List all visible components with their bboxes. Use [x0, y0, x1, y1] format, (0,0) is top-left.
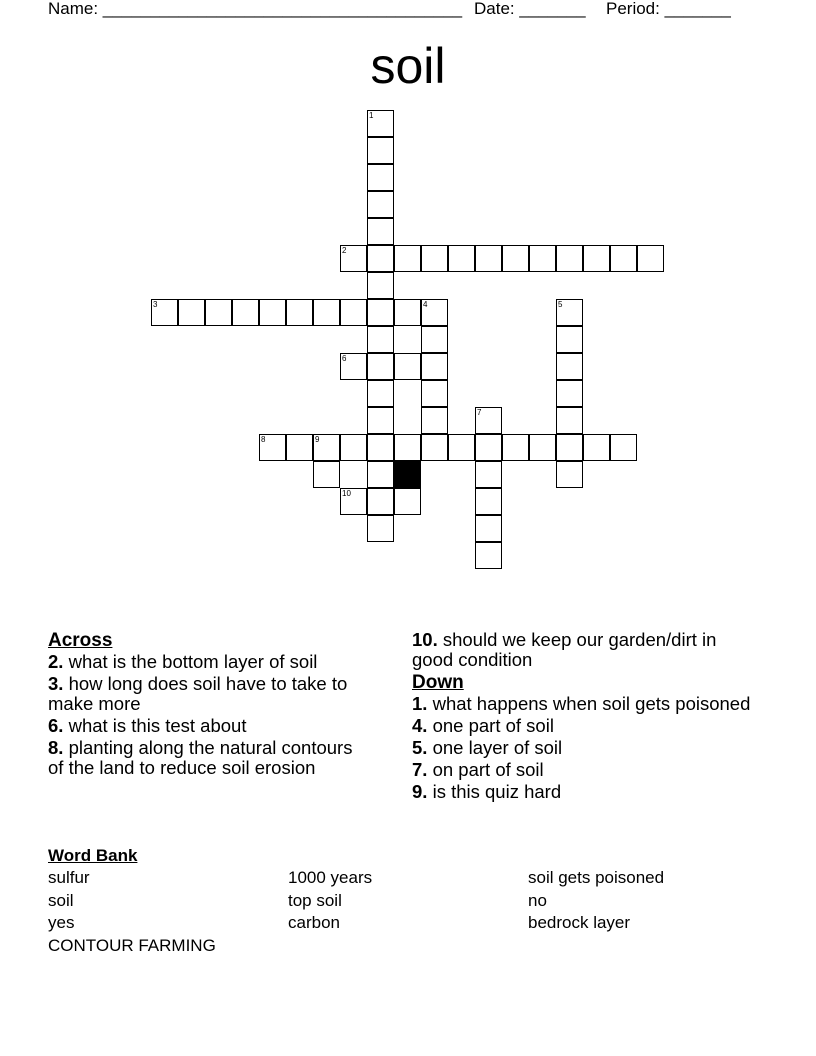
crossword-black-cell [394, 461, 421, 488]
clue-down-9: 9. is this quiz hard [412, 781, 562, 802]
clue-number: 4 [423, 300, 428, 309]
clue-down-1: 1. what happens when soil gets poisoned [412, 693, 751, 714]
crossword-cell[interactable] [394, 434, 421, 461]
word-bank-item: 1000 years [288, 868, 373, 887]
crossword-cell[interactable] [340, 488, 367, 515]
clue-across-6: 6. what is this test about [48, 715, 247, 736]
page-title: soil [370, 38, 446, 94]
crossword-cell[interactable] [394, 488, 421, 515]
clue-number: 10 [342, 489, 351, 498]
clue-across-8: 8. planting along the natural contours of the land to reduce soil erosion [48, 737, 353, 778]
clue-down-4: 4. one part of soil [412, 715, 554, 736]
crossword-cell[interactable] [367, 164, 394, 191]
crossword-cell[interactable] [421, 353, 448, 380]
crossword-cell[interactable] [556, 326, 583, 353]
crossword-cell[interactable] [556, 407, 583, 434]
crossword-cell[interactable] [448, 434, 475, 461]
clue-number: 6 [342, 354, 347, 363]
clue-across-10: 10. should we keep our garden/dirt in good condition [412, 629, 717, 670]
clue-number: 7 [477, 408, 482, 417]
word-bank-item: bedrock layer [528, 913, 631, 932]
crossword-cell[interactable] [313, 434, 340, 461]
crossword-cell[interactable] [205, 299, 232, 326]
crossword-cell[interactable] [367, 326, 394, 353]
crossword-cell[interactable] [421, 326, 448, 353]
crossword-cell[interactable] [151, 299, 178, 326]
crossword-cell[interactable] [286, 299, 313, 326]
crossword-cell[interactable] [367, 191, 394, 218]
crossword-cell[interactable] [556, 380, 583, 407]
crossword-cell[interactable] [367, 299, 394, 326]
crossword-cell[interactable] [475, 407, 502, 434]
word-bank-item: soil gets poisoned [528, 868, 665, 887]
crossword-cell[interactable] [367, 137, 394, 164]
crossword-cell[interactable] [340, 245, 367, 272]
across-clues [48, 630, 368, 780]
crossword-cell[interactable] [502, 434, 529, 461]
word-bank-item: no [528, 890, 547, 910]
clue-number: 9 [315, 435, 320, 444]
crossword-cell[interactable] [475, 542, 502, 569]
crossword-cell[interactable] [340, 434, 367, 461]
crossword-cell[interactable] [340, 353, 367, 380]
crossword-cell[interactable] [610, 245, 637, 272]
crossword-cell[interactable] [529, 245, 556, 272]
crossword-cell[interactable] [421, 407, 448, 434]
clue-number: 2 [342, 246, 347, 255]
crossword-cell[interactable] [367, 218, 394, 245]
crossword-cell[interactable] [475, 245, 502, 272]
name-field-label: Name: ______________________________________ [48, 0, 463, 18]
crossword-cell[interactable] [502, 245, 529, 272]
right-clue-column [412, 630, 762, 804]
word-bank-heading: Word Bank [48, 846, 138, 865]
crossword-cell[interactable] [367, 353, 394, 380]
across-heading: Across [48, 630, 113, 651]
crossword-cell[interactable] [367, 488, 394, 515]
clue-number: 8 [261, 435, 266, 444]
crossword-cell[interactable] [421, 380, 448, 407]
down-heading: Down [412, 672, 464, 693]
crossword-cell[interactable] [367, 110, 394, 137]
crossword-cell[interactable] [610, 434, 637, 461]
word-bank-item: top soil [288, 890, 342, 910]
word-bank-item: carbon [288, 913, 340, 932]
crossword-cell[interactable] [475, 515, 502, 542]
word-bank-item: sulfur [48, 868, 90, 887]
crossword-cell[interactable] [556, 461, 583, 488]
crossword-cell[interactable] [556, 245, 583, 272]
crossword-cell[interactable] [475, 434, 502, 461]
crossword-cell[interactable] [421, 299, 448, 326]
clue-number: 5 [558, 300, 563, 309]
crossword-cell[interactable] [367, 434, 394, 461]
crossword-cell[interactable] [313, 461, 340, 488]
crossword-cell[interactable] [313, 299, 340, 326]
clue-number: 1 [369, 111, 374, 120]
crossword-cell[interactable] [232, 299, 259, 326]
crossword-cell[interactable] [259, 299, 286, 326]
clue-down-5: 5. one layer of soil [412, 737, 563, 758]
crossword-cell[interactable] [475, 488, 502, 515]
crossword-cell[interactable] [340, 299, 367, 326]
word-bank-item: soil [48, 890, 74, 910]
word-bank-item: CONTOUR FARMING [48, 935, 216, 955]
crossword-cell[interactable] [367, 515, 394, 542]
crossword-cell[interactable] [583, 245, 610, 272]
word-bank-item: yes [48, 913, 75, 932]
crossword-cell[interactable] [367, 407, 394, 434]
crossword-cell[interactable] [367, 272, 394, 299]
period-field-label: Period: _______ [606, 0, 731, 18]
crossword-cell[interactable] [421, 245, 448, 272]
date-field-label: Date: _______ [474, 0, 586, 18]
crossword-cell[interactable] [637, 245, 664, 272]
clue-across-2: 2. what is the bottom layer of soil [48, 651, 318, 672]
clue-down-7: 7. on part of soil [412, 759, 544, 780]
crossword-cell[interactable] [556, 299, 583, 326]
clue-across-3: 3. how long does soil have to take to make more [48, 673, 348, 714]
crossword-cell[interactable] [394, 245, 421, 272]
crossword-cell[interactable] [556, 353, 583, 380]
crossword-cell[interactable] [583, 434, 610, 461]
crossword-cell[interactable] [259, 434, 286, 461]
crossword-cell[interactable] [367, 245, 394, 272]
crossword-cell[interactable] [475, 461, 502, 488]
clue-number: 3 [153, 300, 158, 309]
crossword-cell[interactable] [286, 434, 313, 461]
crossword-cell[interactable] [394, 353, 421, 380]
crossword-cell[interactable] [421, 434, 448, 461]
crossword-cell[interactable] [448, 245, 475, 272]
crossword-cell[interactable] [394, 299, 421, 326]
crossword-cell[interactable] [367, 461, 394, 488]
crossword-cell[interactable] [556, 434, 583, 461]
crossword-cell[interactable] [178, 299, 205, 326]
crossword-cell[interactable] [367, 380, 394, 407]
crossword-cell[interactable] [529, 434, 556, 461]
